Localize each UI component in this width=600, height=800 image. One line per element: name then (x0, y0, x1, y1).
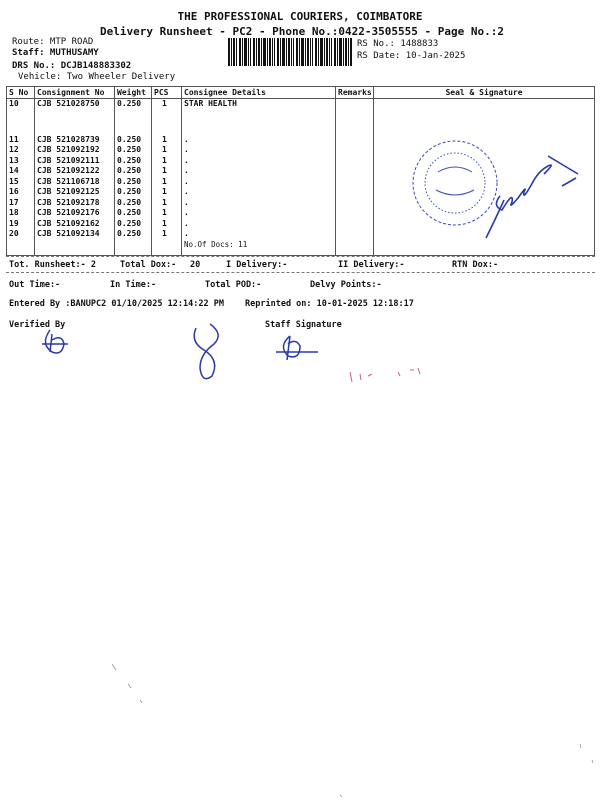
cell-pcs: 1 (162, 176, 167, 186)
cell-pcs: 1 (162, 99, 167, 108)
cell-consignee: . (184, 145, 189, 154)
cell-pcs: 1 (162, 134, 167, 144)
cell-consignee: . (184, 208, 189, 217)
route-label: Route: MTP ROAD (12, 37, 94, 47)
divider (6, 256, 595, 257)
cell-weight: 0.250 (117, 145, 142, 154)
rs-number: RS No.: 1488833 (357, 39, 439, 49)
cell-consignee: . (184, 187, 189, 196)
staff-signature (276, 336, 318, 360)
col-header-consignee: Consignee Details (182, 87, 336, 99)
reprinted-on: Reprinted on: 10-01-2025 12:18:17 (245, 299, 414, 309)
cell-pcs: 1 (162, 166, 167, 175)
cell-sno: 10 (9, 99, 19, 108)
cell-consignee: . (184, 155, 189, 165)
cell-consignee: . (184, 176, 189, 186)
cell-pcs: 1 (162, 187, 167, 196)
total-dox-label: Total Dox:- (120, 260, 177, 270)
cell-weight: 0.250 (117, 208, 142, 217)
cell-consignee: . (184, 166, 189, 175)
cell-weight: 0.250 (117, 218, 142, 228)
pink-marks (350, 368, 420, 382)
col-header-consignment: Consignment No (35, 87, 115, 99)
runsheet-subtitle: Delivery Runsheet - PC2 - Phone No.:0422-3505555 - Page No.:2 (100, 25, 504, 38)
in-time: In Time:- (110, 280, 157, 290)
divider (6, 272, 595, 273)
col-header-sno: S No (7, 87, 35, 99)
cell-consignment: CJB 521092134 (37, 229, 100, 238)
cell-sno: 20 (9, 229, 19, 238)
cell-pcs: 1 (162, 197, 167, 207)
rtn-dox: RTN Dox:- (452, 260, 499, 270)
out-time: Out Time:- (9, 280, 61, 290)
ii-delivery: II Delivery:- (338, 260, 405, 270)
cell-weight: 0.250 (117, 134, 142, 144)
table-header-row (7, 87, 595, 99)
cell-consignment: CJB 521106718 (37, 176, 100, 186)
col-header-weight: Weight (115, 87, 152, 99)
cell-consignment: CJB 521028739 (37, 134, 100, 144)
cell-sno: 15 (9, 176, 19, 186)
verified-by-label: Verified By (9, 320, 66, 330)
cell-pcs: 1 (162, 208, 167, 217)
tot-runsheet: Tot. Runsheet:- 2 (9, 260, 96, 270)
cell-consignment: CJB 521028750 (37, 99, 100, 108)
cell-consignee: . (184, 134, 189, 144)
cell-weight: 0.250 (117, 99, 142, 108)
staff-label: Staff: MUTHUSAMY (12, 48, 99, 58)
col-header-pcs: PCS (152, 87, 182, 99)
cell-sno: 11 (9, 134, 19, 144)
cell-weight: 0.250 (117, 155, 142, 165)
cell-consignment: CJB 521092178 (37, 197, 100, 207)
cell-weight: 0.250 (117, 166, 142, 175)
cell-pcs: 1 (162, 145, 167, 154)
figure-eight-mark (194, 324, 218, 379)
cell-sno: 16 (9, 187, 19, 196)
cell-weight: 0.250 (117, 176, 142, 186)
cell-sno: 17 (9, 197, 19, 207)
consignee-column (182, 99, 336, 256)
rs-date: RS Date: 10-Jan-2025 (357, 51, 466, 61)
pcs-column (152, 99, 182, 256)
cell-weight: 0.250 (117, 229, 142, 238)
cell-consignment: CJB 521092111 (37, 155, 100, 165)
cell-pcs: 1 (162, 229, 167, 238)
stray-specks (112, 664, 593, 797)
i-delivery: I Delivery:- (226, 260, 288, 270)
cell-sno: 19 (9, 218, 19, 228)
weight-column (115, 99, 152, 256)
delvy-points: Delvy Points:- (310, 280, 382, 290)
cell-consignment: CJB 521092125 (37, 187, 100, 196)
cell-consignment: CJB 521092162 (37, 218, 100, 228)
barcode-image (228, 38, 352, 66)
entered-by: Entered By :BANUPC2 01/10/2025 12:14:22 PM (9, 299, 224, 309)
cell-consignment: CJB 521092176 (37, 208, 100, 217)
cell-consignment: CJB 521092122 (37, 166, 100, 175)
vehicle-label: Vehicle: Two Wheeler Delivery (18, 72, 176, 82)
cell-pcs: 1 (162, 155, 167, 165)
cell-weight: 0.250 (117, 187, 142, 196)
staff-signature-label: Staff Signature (265, 320, 342, 330)
col-header-remarks: Remarks (336, 87, 374, 99)
cell-sno: 12 (9, 145, 19, 154)
cell-consignee: . (184, 229, 189, 238)
cell-sno: 14 (9, 166, 19, 175)
verified-by-signature (42, 330, 68, 353)
cell-consignee: . (184, 218, 189, 228)
remarks-column (336, 99, 374, 256)
drs-number: DRS No.: DCJB148883302 (12, 61, 132, 71)
cell-sno: 18 (9, 208, 19, 217)
cell-consignee: . (184, 197, 189, 207)
cell-weight: 0.250 (117, 197, 142, 207)
no-of-docs: No.Of Docs: 11 (184, 239, 248, 249)
total-dox-value: 20 (190, 260, 201, 270)
runsheet-table (6, 86, 595, 256)
col-header-seal: Seal & Signature (374, 87, 595, 99)
total-pod: Total POD:- (205, 280, 262, 290)
consignment-column (35, 99, 115, 256)
cell-sno: 13 (9, 155, 19, 165)
cell-pcs: 1 (162, 218, 167, 228)
seal-signature-column (374, 99, 595, 256)
table-body (7, 99, 595, 256)
sno-column (7, 99, 35, 256)
cell-consignee: STAR HEALTH (184, 99, 237, 108)
company-title: THE PROFESSIONAL COURIERS, COIMBATORE (177, 10, 423, 23)
cell-consignment: CJB 521092192 (37, 145, 100, 154)
